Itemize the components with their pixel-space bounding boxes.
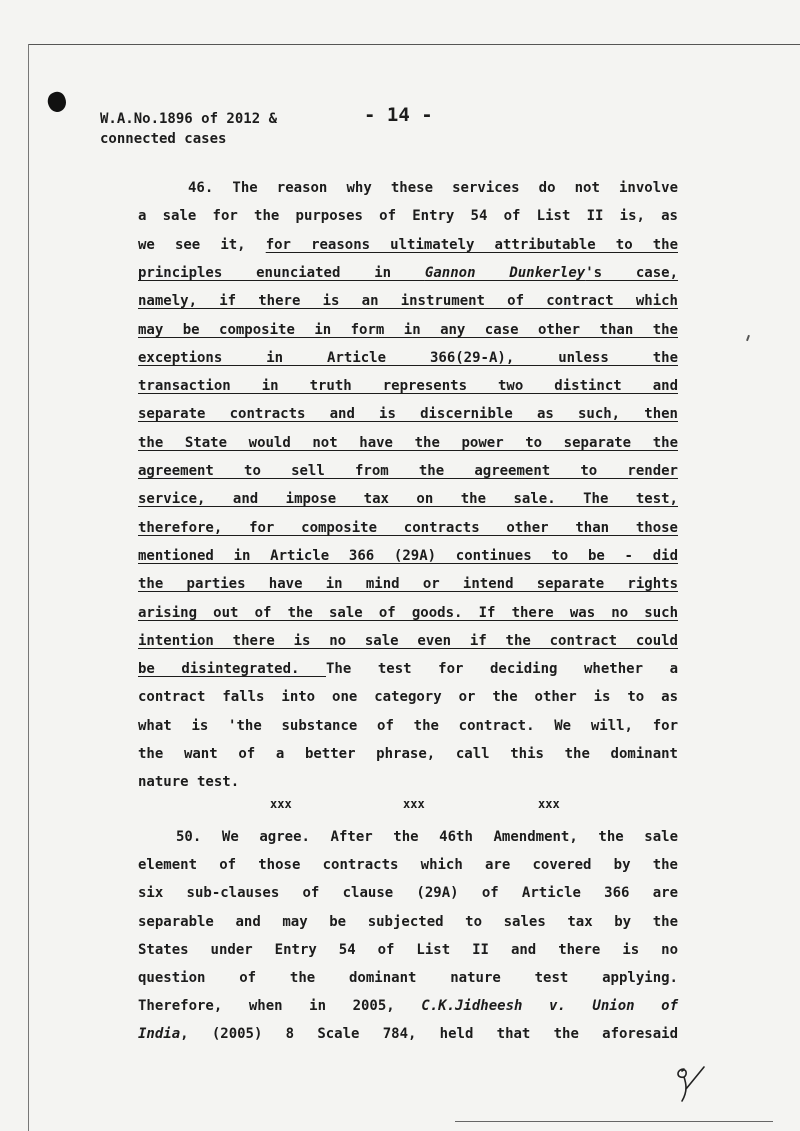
underlined-text: service, and impose tax on the sale. The test, xyxy=(138,491,678,508)
text-line xyxy=(138,432,678,454)
text-span: question of the dominant nature test applying. xyxy=(138,970,678,986)
text-line xyxy=(138,686,678,708)
text-line xyxy=(138,517,678,539)
underlined-text: separate contracts and is discernible as such, then xyxy=(138,406,678,423)
text-line xyxy=(138,658,678,680)
text-line xyxy=(138,967,678,989)
underlined-text: mentioned in Article 366 (29A) continues to be - did xyxy=(138,547,678,564)
text-span: nature test. xyxy=(138,774,240,791)
underlined-text: transaction in truth represents two distinct and xyxy=(138,378,678,395)
text-span: The test for deciding whether a xyxy=(326,661,678,678)
text-line xyxy=(138,347,678,369)
text-line xyxy=(138,262,678,284)
text-line xyxy=(138,573,678,595)
case-header xyxy=(100,109,277,149)
text-line xyxy=(138,290,678,312)
bottom-rule xyxy=(455,1121,773,1122)
underlined-text: arising out of the sale of goods. If there was no such xyxy=(138,604,678,621)
text-span: contract falls into one category or the other is to as xyxy=(138,689,678,706)
text-line xyxy=(138,1023,678,1045)
top-border-line xyxy=(28,44,800,45)
text-line xyxy=(138,630,678,652)
text-line xyxy=(138,995,678,1017)
underlined-text: intention there is no sale even if the contract could xyxy=(138,632,678,649)
case-number: W.A.No.1896 of 2012 & xyxy=(100,111,278,127)
text-span: element of those contracts which are covered by the xyxy=(138,857,678,874)
underlined-text: agreement to sell from the agreement to render xyxy=(138,463,678,479)
text-span: 46. The reason why these services do not involve xyxy=(188,180,678,196)
underlined-text: principles enunciated in Gannon Dunkerley's case, xyxy=(138,264,679,281)
text-line xyxy=(138,488,678,510)
punch-hole-mark xyxy=(45,90,69,115)
text-line xyxy=(138,545,678,567)
underlined-text: therefore, for composite contracts other than those xyxy=(138,519,678,536)
text-line xyxy=(138,602,678,624)
text-line xyxy=(138,177,678,199)
initials-signature xyxy=(672,1063,708,1105)
underlined-text: for reasons ultimately attributable to the xyxy=(265,236,678,253)
text-span: Therefore, when in 2005, xyxy=(138,998,422,1015)
text-line xyxy=(138,375,678,397)
text-span: six sub-clauses of clause (29A) of Article 366 are xyxy=(138,885,678,902)
underlined-text: the State would not have the power to separate the xyxy=(138,434,678,451)
text-line xyxy=(138,939,678,961)
text-span: States under Entry 54 of List II and there is no xyxy=(138,941,678,958)
text-line xyxy=(138,882,678,904)
text-span: 50. We agree. After the 46th Amendment, the sale xyxy=(176,829,678,845)
text-span: , (2005) 8 Scale 784, held that the aforesaid xyxy=(180,1026,678,1043)
case-name-italic: C.K.Jidheesh v. Union of xyxy=(421,998,678,1015)
underlined-text: be disintegrated. xyxy=(138,661,326,678)
underlined-text: namely, if there is an instrument of contract which xyxy=(138,293,678,310)
separator-mark: xxx xyxy=(270,797,292,811)
separator-mark: xxx xyxy=(538,797,560,811)
page-number: - 14 - xyxy=(364,104,433,126)
text-span: separable and may be subjected to sales tax by the xyxy=(138,913,678,930)
text-line xyxy=(138,403,678,425)
underlined-text: may be composite in form in any case other than the xyxy=(138,321,678,338)
text-span: a sale for the purposes of Entry 54 of List II is, as xyxy=(138,208,678,225)
case-name-italic: Gannon Dunkerley xyxy=(424,264,586,281)
text-line xyxy=(138,715,678,737)
text-span: the want of a better phrase, call this the dominant xyxy=(138,746,678,762)
underlined-text: exceptions in Article 366(29-A), unless the xyxy=(138,349,678,366)
text-line xyxy=(138,319,678,341)
text-span: we see it, xyxy=(138,236,266,253)
text-line xyxy=(138,911,678,933)
underlined-text: the parties have in mind or intend separate rights xyxy=(138,576,678,593)
case-subtitle: connected cases xyxy=(100,131,227,147)
text-line xyxy=(138,460,678,482)
text-line xyxy=(138,826,678,848)
text-line xyxy=(138,854,678,876)
left-border-line xyxy=(28,44,29,1131)
text-line xyxy=(138,205,678,227)
text-span: what is 'the substance of the contract. We will, for xyxy=(138,717,678,734)
text-line xyxy=(138,234,678,256)
separator-mark: xxx xyxy=(403,797,425,811)
text-line xyxy=(138,743,678,765)
scan-speck xyxy=(746,335,750,341)
text-line xyxy=(138,771,678,793)
case-name-italic: India xyxy=(138,1026,181,1043)
